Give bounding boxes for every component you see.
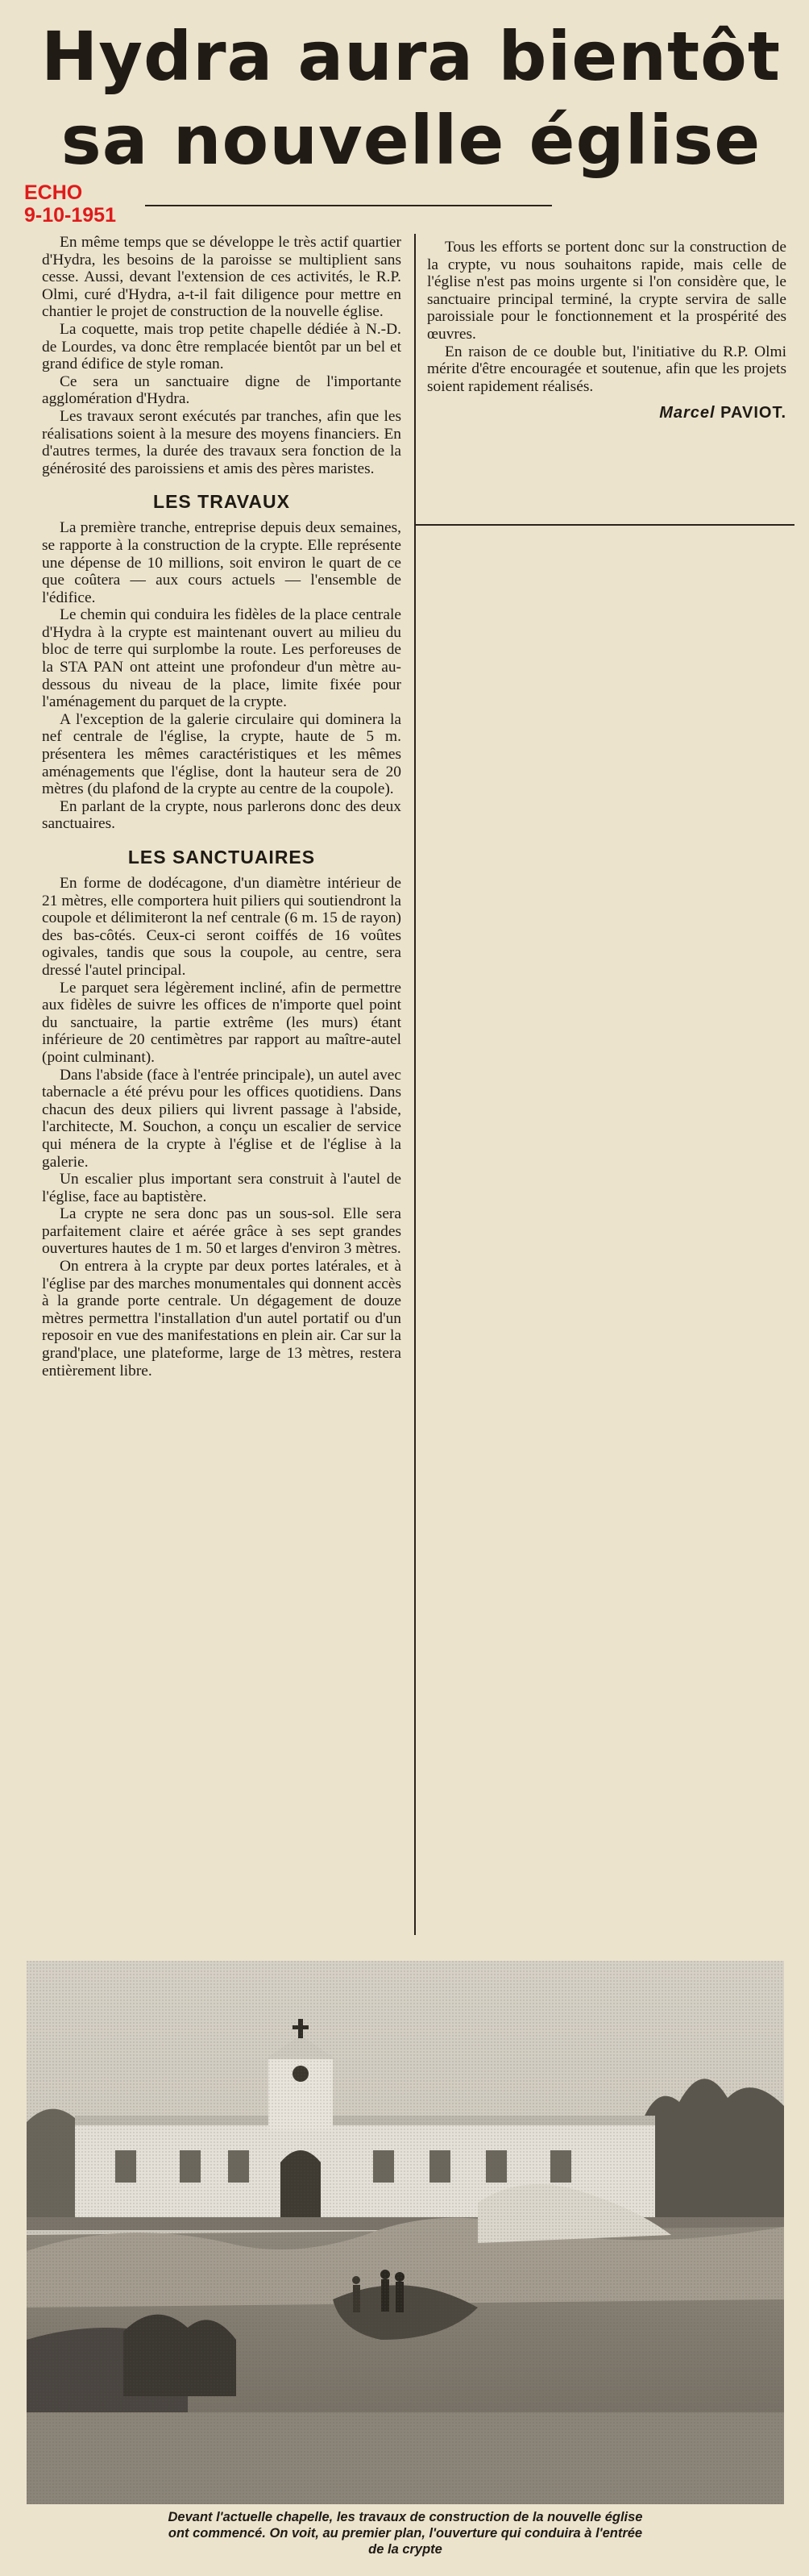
section-heading-travaux: LES TRAVAUX — [153, 491, 290, 513]
intro-paragraph: Ce sera un sanctuaire digne de l'importante agglomération d'Hydra. — [42, 372, 401, 408]
travaux-paragraph: Le chemin qui conduira les fidèles de la place centrale d'Hydra à la crypte est maintenant ouvert au milieu du bloc de terre qui surplombe la route. Les perforeuses de la STA PAN ont atteint une profondeur d'un mètre au-dessous du niveau de la place, limite fixée pour l'aménagement du parquet de la crypte. — [42, 606, 401, 711]
caption-line-2: ont commencé. On voit, au premier plan, l'ouverture qui conduira à l'entrée — [168, 2526, 643, 2541]
headline-line-2: sa nouvelle église — [60, 101, 761, 180]
headline-line-1: Hydra aura bientôt — [40, 17, 782, 96]
travaux-paragraph: A l'exception de la galerie circulaire qui dominera la nef centrale de l'église, la crypte, haute de 5 m. présentera les mêmes caractéristiques et les mêmes aménagements que l'église, dont la hauteur sera de 20 mètres (du plafond de la crypte au centre de la coupole). — [42, 710, 401, 798]
travaux-paragraph: En parlant de la crypte, nous parlerons donc des deux sanctuaires. — [42, 797, 401, 833]
construction-photo — [27, 1961, 784, 2504]
chapel-photo-illustration — [27, 1961, 784, 2504]
author-first-name: Marcel — [659, 404, 716, 422]
caption-line-3: de la crypte — [368, 2542, 442, 2557]
sanctuaires-paragraph: Dans l'abside (face à l'entrée principale), un autel avec tabernacle a été prévu pour les offices quotidiens. Dans chacun des deux piliers qui livrent passage à l'abside, l'architecte, M. Souchon, a conçu un escalier de service qui ménera de la crypte à l'église et de l'église à la galerie. — [42, 1066, 401, 1171]
stamp-paper-name: ECHO — [24, 181, 83, 204]
right-paragraph: Tous les efforts se portent donc sur la construction de la crypte, vu nous souhaitons rapide, mais celle de l'église n'est pas moins urgente si l'on considère que, le sanctuaire principal terminé, la crypte servira de salle paroissiale pour le fonctionnement et la prospérité des œuvres. — [427, 239, 786, 343]
sanctuaires-paragraph: En forme de dodécagone, d'un diamètre intérieur de 21 mètres, elle comportera huit piliers qui soutiendront la coupole et délimiteront la nef centrale (6 m. 15 de rayon) des bas-côtés. Ceux-ci seront coiffés de 16 voûtes ogivales, tandis que sous la coupole, au centre, sera dressé l'autel principal. — [42, 875, 401, 979]
photo-caption — [29, 2509, 782, 2557]
intro-paragraph: En même temps que se développe le très actif quartier d'Hydra, les besoins de la paroisse se multiplient sans cesse. Aussi, devant l'extension de ces activités, le R.P. Olmi, curé d'Hydra, a-t-il fait diligence pour mettre en chantier le projet de construction de la nouvelle église. — [42, 234, 401, 321]
stamp-date: 9-10-1951 — [24, 204, 116, 227]
travaux-paragraph: La première tranche, entreprise depuis deux semaines, se rapporte à la construction de la crypte. Elle représente une dépense de 10 millions, soit environ le quart de ce que coûtera — aux cours actuels — l'ensemble de l'édifice. — [42, 519, 401, 606]
right-column — [427, 239, 786, 422]
caption-line-1: Devant l'actuelle chapelle, les travaux de construction de la nouvelle église — [168, 2510, 643, 2524]
intro-paragraph: La coquette, mais trop petite chapelle dédiée à N.-D. de Lourdes, va donc être remplacée bientôt par un bel et grand édifice de style roman. — [42, 320, 401, 373]
author-last-name: PAVIOT. — [720, 404, 786, 422]
headline-rule — [145, 205, 552, 206]
left-column — [42, 234, 401, 1380]
right-column-end-rule — [416, 524, 794, 526]
intro-paragraph: Les travaux seront exécutés par tranches, afin que les réalisations soient à la mesure des moyens financiers. En d'autres termes, la durée des travaux sera fonction de la générosité des paroissiens et amis des pères maristes. — [42, 407, 401, 477]
right-paragraph: En raison de ce double but, l'initiative du R.P. Olmi mérite d'être encouragée et soutenue, afin que les projets soient rapidement réalisés. — [427, 343, 786, 395]
column-divider — [414, 234, 416, 1935]
sanctuaires-paragraph: La crypte ne sera donc pas un sous-sol. Elle sera parfaitement claire et aérée grâce à ses sept grandes ouvertures hautes de 1 m. 50 et larges d'environ 3 mètres. — [42, 1205, 401, 1258]
headline — [24, 15, 798, 182]
sanctuaires-paragraph: Le parquet sera légèrement incliné, afin de permettre aux fidèles de suivre les offices de n'importe quel point du sanctuaire, la partie extrême (les murs) étant inférieure de 20 centimètres par rapport au maître-autel (point culminant). — [42, 979, 401, 1066]
sanctuaires-paragraph: On entrera à la crypte par deux portes latérales, et à l'église par des marches monumentales qui donnent accès à la grande porte centrale. Un dégagement de douze mètres permettra l'installation d'un autel portatif ou d'un reposoir en vue des manifestations en plein air. Car sur la grand'place, une plateforme, large de 13 mètres, restera entièrement libre. — [42, 1258, 401, 1380]
section-heading-sanctuaires: LES SANCTUAIRES — [127, 847, 316, 868]
source-stamp — [24, 181, 116, 227]
author-signature — [427, 405, 786, 422]
sanctuaires-paragraph: Un escalier plus important sera construit à l'autel de l'église, face au baptistère. — [42, 1171, 401, 1205]
